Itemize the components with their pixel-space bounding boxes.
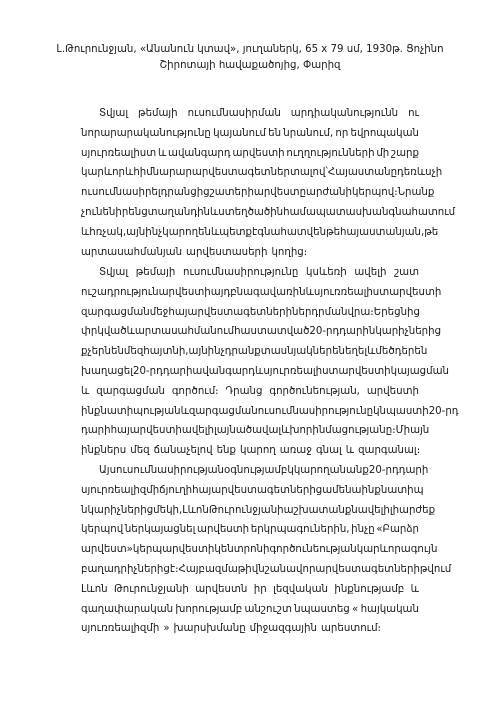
word: գնալ (315, 445, 342, 457)
word: Նրանք (397, 187, 435, 199)
text-line (81, 560, 452, 580)
word: են (110, 346, 124, 358)
word: հայ (168, 306, 188, 318)
word: արվեստը (253, 187, 307, 199)
caption-line: Շիրոտայի հավաքածոյից, Փարիզ (159, 59, 341, 71)
word: գործունեության (269, 544, 357, 556)
text-line (81, 183, 435, 203)
word: նկարիչներից (81, 504, 154, 516)
word: ինքներս (81, 445, 127, 457)
word: ինչը (351, 524, 375, 536)
word: գաղափարական (81, 603, 174, 615)
word: ուղղությունների (286, 147, 375, 159)
word: դարի (81, 425, 111, 437)
word: ճանաչելով (153, 445, 213, 457)
word: և (210, 226, 220, 238)
word: բնագավառին (230, 286, 306, 298)
word: և (81, 385, 90, 397)
word: թվում (419, 563, 452, 575)
word: կարող (162, 226, 199, 238)
word: գործում։ (171, 385, 219, 397)
word: զարգացման (81, 306, 150, 318)
word: ներկայացնել (124, 524, 196, 536)
text-line (81, 402, 459, 422)
word: արվեստասերի (186, 246, 268, 258)
word: մեկի, (153, 504, 183, 516)
word: և (255, 365, 264, 377)
word: ուսումնասիրման (187, 108, 281, 119)
word: հռչակ, (89, 226, 127, 238)
word: 20-րդ (368, 465, 399, 476)
word: ենք (216, 445, 236, 457)
word: նպաստեց (294, 603, 350, 615)
word: ինքնատիպության (81, 405, 181, 417)
word: դրանք (224, 346, 261, 358)
word: խաղացել (81, 365, 133, 377)
word: «Բարձր (376, 524, 419, 536)
word: արվեստի (197, 524, 250, 536)
text-line (81, 243, 419, 263)
word: արվեստ» (81, 544, 133, 556)
word: կկարողանանք (287, 465, 369, 476)
text-line (81, 124, 419, 144)
word: սյուռռեալիզմի (81, 623, 160, 635)
word: դարի (162, 365, 193, 377)
word: դարի (339, 326, 369, 338)
word: ու (408, 108, 419, 119)
text-line (81, 203, 456, 223)
word: արվեստագետների (315, 563, 420, 575)
word: իրենց (115, 206, 148, 218)
text-line (81, 520, 419, 540)
word: գնահատվեն (257, 226, 327, 238)
word: խորությամբ (175, 603, 243, 615)
word: փրկված (81, 326, 127, 338)
word: կերպով (81, 524, 124, 536)
text-line (81, 283, 442, 303)
word: անշուշտ (244, 603, 292, 615)
word: և (125, 167, 134, 179)
word: և (81, 226, 90, 238)
word: դարի (398, 465, 429, 476)
word: արեստում։ (320, 623, 381, 635)
word: չի (431, 167, 443, 179)
word: գնահատում (388, 206, 456, 218)
word: կսևեռի (306, 267, 347, 278)
word: արվեստի (129, 425, 182, 437)
word: և (180, 405, 189, 417)
word: զարգացման (96, 385, 165, 397)
word: արվեստի (389, 286, 442, 298)
text-line (81, 163, 443, 183)
text-line (81, 600, 419, 620)
word: իր (253, 583, 267, 595)
word: ինմացությանը։ (312, 425, 396, 437)
word: նրանում, (283, 127, 334, 139)
word: այնինչ (126, 226, 163, 238)
word: նշանավոր (258, 563, 316, 575)
word: ավելի (181, 425, 214, 437)
image-caption (40, 42, 460, 73)
word: և (367, 346, 376, 358)
word: աշխատանքն (283, 504, 358, 516)
text-line (81, 501, 436, 521)
word: արվեստագետներից (211, 484, 323, 496)
word: սյուրռեալիստ (81, 147, 157, 159)
word: Հայ (178, 563, 199, 575)
word: արվեստն (195, 583, 248, 595)
word: քչերն (81, 346, 111, 358)
word: պետք (219, 226, 253, 238)
text-line (81, 104, 419, 124)
word: լիարժեք (389, 504, 436, 516)
word: այդ (210, 286, 231, 298)
word: և (345, 445, 355, 457)
word: զարգանալ։ (358, 445, 421, 457)
text-line (81, 342, 428, 362)
word: արվեստի (158, 286, 211, 298)
word: հայ (192, 484, 212, 496)
text-line (81, 580, 419, 600)
word: վրա։ (347, 306, 374, 318)
word: առաջ (279, 445, 312, 457)
word: Դրանց (225, 385, 263, 397)
word: ավանգարդ (168, 147, 231, 159)
word: նորարարականությունը (81, 127, 211, 139)
word: կայացման (390, 365, 449, 377)
word: բաղադրիչներից (81, 563, 170, 575)
word: չունեն (81, 206, 116, 218)
word: կայանում (213, 127, 266, 139)
word: նկարիչներից (368, 326, 442, 338)
word: Այս (99, 465, 117, 476)
text-line (81, 322, 442, 342)
word: է (252, 226, 258, 238)
word: մի (376, 147, 390, 159)
text-line (81, 362, 449, 382)
text-line (81, 540, 438, 560)
word: զարգացման (188, 405, 258, 417)
word: և (126, 326, 135, 338)
word: տաղանդին (147, 206, 211, 218)
word: Տվյալ (99, 267, 129, 278)
word: թե (326, 226, 341, 238)
text-line (81, 223, 439, 243)
word: Երեցնից (373, 306, 420, 318)
word: ուսումնասիրությունը (182, 267, 299, 278)
word: Թուրունջյանի (208, 504, 284, 516)
word: տասնյակներ (260, 346, 333, 358)
word: հայկական (360, 603, 419, 615)
word: Տվյալ (99, 108, 129, 119)
word: շարք (391, 147, 419, 159)
word: կողից։ (271, 246, 308, 258)
word: խարսխմանը (173, 623, 246, 635)
word: Լևոն (81, 583, 108, 595)
word: ավելի (354, 267, 387, 278)
text-line (81, 421, 430, 441)
word: արժանի (306, 187, 352, 199)
word: հայաստանյան, (340, 226, 425, 238)
word: և (410, 583, 419, 595)
word: Միայն (395, 425, 430, 437)
word: և (210, 206, 219, 218)
word: կարող (240, 445, 276, 457)
word: արվեստի (366, 385, 419, 397)
word: արվեստագետներ (191, 167, 290, 179)
word: միջազգային (249, 623, 317, 635)
word: մեզ (123, 346, 144, 358)
word: և (305, 286, 314, 298)
word: շատերի (209, 187, 254, 199)
word: հայտնի, (143, 346, 189, 358)
text-line (81, 382, 419, 402)
word: հիմնարար (133, 167, 192, 179)
word: ինքնությամբ (334, 583, 405, 595)
word: արվեստի (232, 147, 285, 159)
word: տալով՝ (289, 167, 328, 179)
word: արդիականությունն (290, 108, 399, 119)
word: թեմայի (138, 108, 178, 119)
word: կնպաստի (373, 405, 429, 417)
word: հաստատված (234, 326, 310, 338)
word: Հայաստանը (327, 167, 398, 179)
word: այնինչ (188, 346, 225, 358)
word: թե (424, 226, 439, 238)
word: որ (335, 127, 349, 139)
body-paragraph-3 (81, 461, 452, 639)
word: ներդրման (292, 306, 348, 318)
word: ճյուղի (159, 484, 193, 496)
word: դեր (394, 346, 415, 358)
word: արվեստի (338, 365, 391, 377)
word: արվեստագետների (187, 306, 293, 318)
caption-line: Լ.Թուրունջյան, «Անանուն կտավ», յուղաներկ, 65 x 79 սմ, 1930թ. Ցոչինո (56, 44, 444, 55)
word: 20-րդ (309, 326, 340, 338)
text-line (81, 441, 419, 461)
word: արտասահմանյան (81, 246, 183, 258)
word: 20-րդ (132, 365, 163, 377)
word: խոր (289, 425, 313, 437)
word: կարևորագույն (356, 544, 438, 556)
word: ուշադրություն (81, 286, 159, 298)
word: Թուրունջյանի (114, 583, 189, 595)
word: մեզ (130, 445, 150, 457)
word: Լևոն (182, 504, 209, 516)
word: մեծ (375, 346, 395, 358)
word: եղել (344, 346, 368, 358)
text-line (81, 303, 419, 323)
word: կարևոր (81, 167, 126, 179)
text-line (81, 619, 419, 639)
text-line (81, 481, 424, 501)
text-line (81, 263, 419, 283)
word: 20-րդ (428, 405, 459, 417)
word: ստեղծածին (218, 206, 284, 218)
word: մեջ (149, 306, 169, 318)
word: համապատասխան (283, 206, 389, 218)
word: կերպով (351, 187, 395, 199)
body-paragraph-2 (81, 263, 459, 461)
word: երկրպագուներին, (250, 524, 350, 536)
word: են (414, 346, 428, 358)
word: ավանգարդ (192, 365, 256, 377)
word: ուսումնասիրության (116, 465, 225, 476)
word: լեզվական (273, 583, 328, 595)
word: են (198, 226, 211, 238)
word: արտասահմանում (134, 326, 235, 338)
word: սյուրռեալիզմի (81, 484, 160, 496)
word: և (157, 147, 167, 159)
word: ուսումնասիրությունը (257, 405, 374, 417)
word: հայ (110, 425, 130, 437)
word: ուսումնասիրել (81, 187, 161, 199)
word: « (352, 603, 359, 615)
word: դեռևս (397, 167, 432, 179)
word: և (281, 425, 290, 437)
word: սյուռռեալիստ (313, 286, 390, 298)
word: են (268, 127, 282, 139)
word: թեմայի (135, 267, 176, 278)
word: եվրոպական (350, 127, 419, 139)
word: ավելի (357, 504, 390, 516)
word: են (332, 346, 345, 358)
word: լայնածավալ (213, 425, 282, 437)
word: ամենաինքնատիպ (322, 484, 424, 496)
word: է։ (169, 563, 179, 575)
text-line (81, 144, 419, 164)
word: կենտրոնի (214, 544, 270, 556)
body-paragraph-1 (81, 104, 456, 262)
word: դրանցից (160, 187, 210, 199)
word: օգնությամբ (224, 465, 288, 476)
text-line (81, 461, 429, 481)
word: » (163, 623, 170, 635)
word: սյուրռեալիստ (263, 365, 339, 377)
word: բազմաթիվ (198, 563, 259, 575)
word: կերպարվեստի (132, 544, 215, 556)
word: ։ (394, 187, 398, 199)
word: շատ (394, 267, 419, 278)
word: գործունեության, (269, 385, 360, 397)
